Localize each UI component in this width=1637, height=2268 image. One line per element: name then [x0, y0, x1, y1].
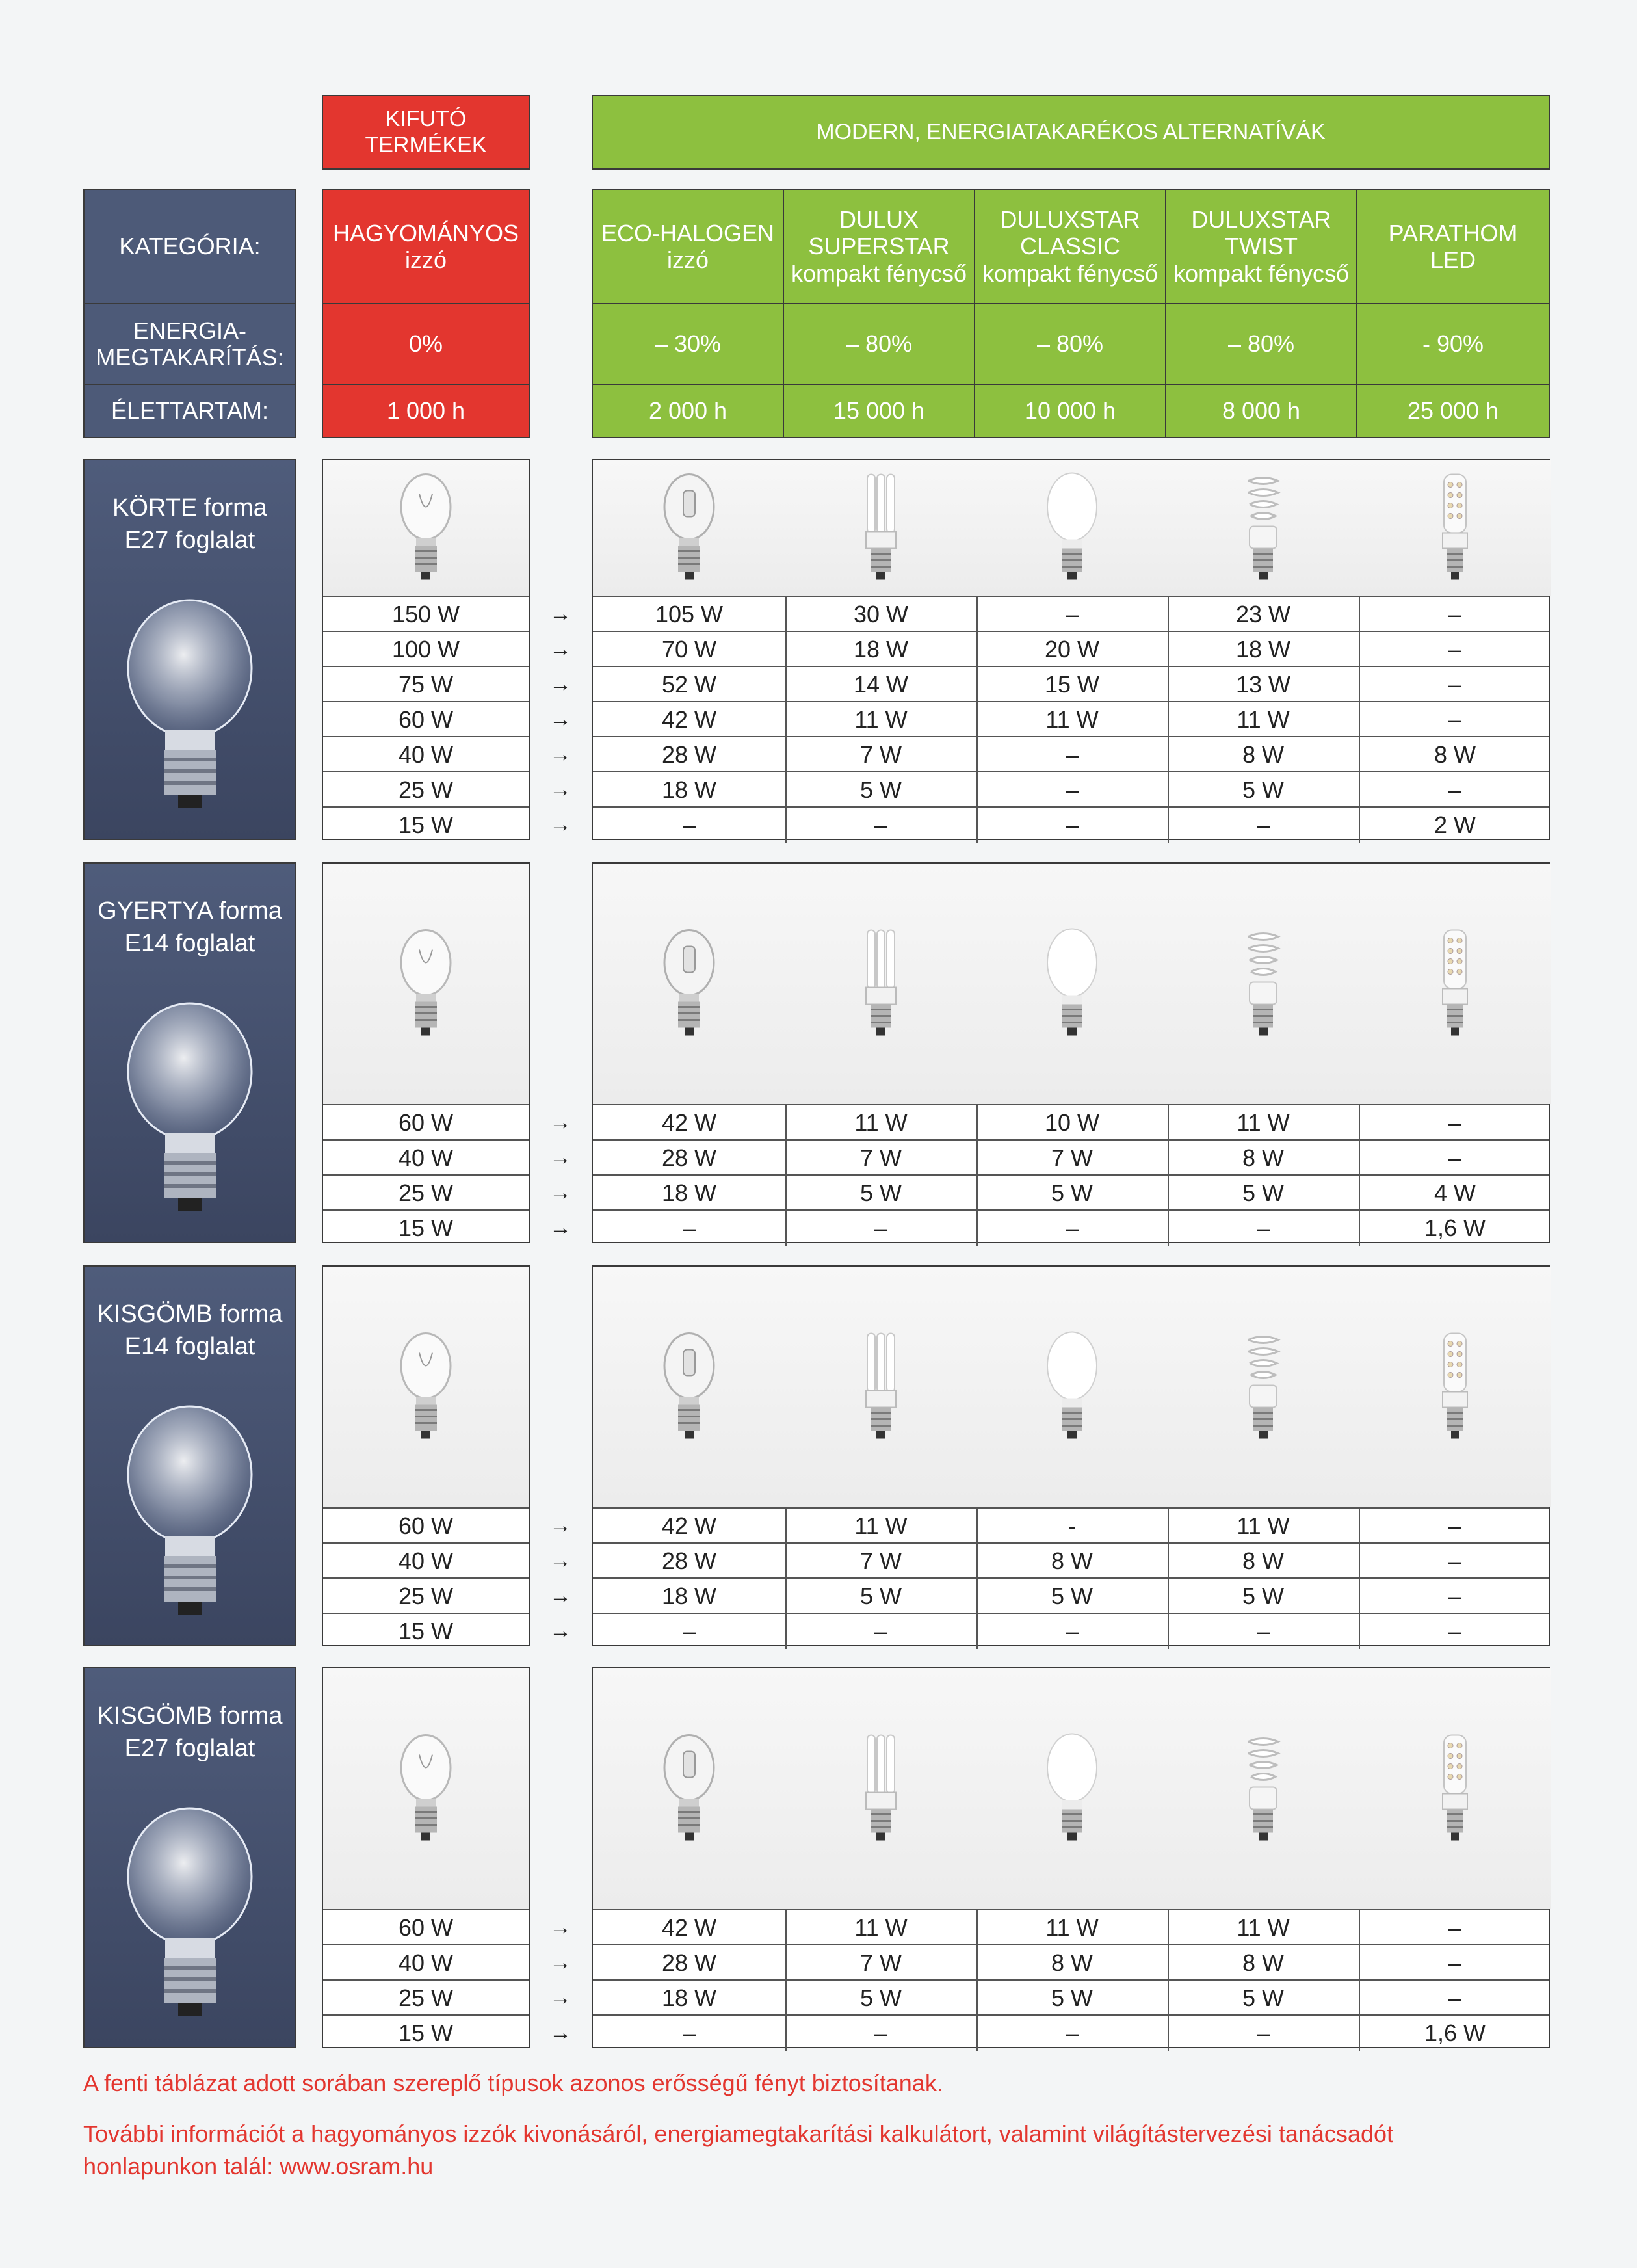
wattage-cell: 18 W — [785, 632, 978, 667]
image-cell-3 — [976, 864, 1169, 1104]
dulux-superstar-bulb-icon — [852, 1327, 910, 1447]
traditional-image-cell — [323, 864, 529, 1104]
category-label: KATEGÓRIA: — [83, 189, 296, 304]
wattage-cell: 1,6 W — [1424, 2020, 1486, 2046]
wattage-cell: 4 W — [1434, 1180, 1476, 1206]
wattage-cell: – — [1448, 706, 1462, 733]
lifetime-duluxstar-twist: 8 000 h — [1166, 384, 1357, 438]
wattage-cell: 5 W — [976, 1981, 1169, 2016]
traditional-bulb-icon — [397, 924, 455, 1044]
wattage-cell: – — [1448, 1144, 1462, 1171]
wattage-cell: – — [1168, 1614, 1360, 1649]
wattage-cell: – — [1448, 1548, 1462, 1574]
wattage-cell: 7 W — [785, 1141, 978, 1176]
table-row — [323, 1909, 529, 1945]
lifetime-eco-halogen: 2 000 h — [592, 384, 784, 438]
wattage-cell: – — [976, 1211, 1169, 1246]
wattage-cell: 8 W — [976, 1945, 1169, 1981]
table-row — [323, 1507, 529, 1544]
wattage-cell: 11 W — [976, 1910, 1169, 1945]
traditional-image-cell — [323, 460, 529, 596]
wattage-cell: 5 W — [785, 772, 978, 808]
arrow-right-icon: → — [549, 1180, 571, 1205]
traditional-wattage: 40 W — [398, 1144, 454, 1171]
wattage-cell: 8 W — [1168, 737, 1360, 772]
lifetime-traditional: 1 000 h — [322, 384, 530, 438]
table-row — [323, 806, 529, 843]
table-row — [593, 631, 1549, 667]
wattage-cell: 7 W — [785, 1544, 978, 1579]
arrow-right-icon: → — [549, 1985, 571, 2010]
wattage-cell: 10 W — [976, 1105, 1169, 1141]
wattage-cell: – — [593, 1211, 787, 1246]
wattage-cell: – — [1168, 808, 1360, 843]
saving-eco-halogen: – 30% — [592, 303, 784, 385]
lifetime-dulux-superstar: 15 000 h — [784, 384, 975, 438]
wattage-cell: 5 W — [1168, 1176, 1360, 1211]
lifetime-parathom-led: 25 000 h — [1357, 384, 1550, 438]
traditional-bulb-icon — [397, 1729, 455, 1849]
wattage-cell: 11 W — [1168, 1910, 1360, 1945]
wattage-cell: – — [785, 1614, 978, 1649]
lifetime-label: ÉLETTARTAM: — [83, 384, 296, 438]
image-cell-1 — [593, 1668, 787, 1909]
traditional-table-0 — [322, 459, 530, 840]
wattage-cell: – — [1448, 1984, 1462, 2011]
section-shape-label: GYERTYA forma E14 foglalat — [98, 897, 282, 957]
table-row — [593, 1209, 1549, 1246]
bulb-photo-icon — [112, 1000, 268, 1221]
parathom-led-bulb-icon — [1426, 1729, 1484, 1849]
table-row — [593, 1542, 1549, 1579]
wattage-cell: 11 W — [1168, 1105, 1360, 1141]
table-row — [593, 806, 1549, 843]
footer-note: A fenti táblázat adott sorában szereplő típusok azonos erősségű fényt biztosítanak. — [83, 2070, 943, 2096]
wattage-cell: 5 W — [1168, 772, 1360, 808]
parathom-led-bulb-icon — [1426, 1327, 1484, 1447]
section-label-0 — [83, 459, 296, 840]
eco-halogen-bulb-icon — [660, 1327, 718, 1447]
image-cell-2 — [785, 864, 978, 1104]
image-cell-2 — [785, 460, 978, 596]
dulux-superstar-bulb-icon — [852, 1729, 910, 1849]
table-row — [593, 1944, 1549, 1981]
arrow-right-icon: → — [549, 1513, 571, 1538]
arrow-right-icon: → — [549, 1215, 571, 1240]
wattage-cell: 7 W — [785, 1945, 978, 1981]
arrow-right-icon: → — [549, 1110, 571, 1135]
image-cell-3 — [976, 460, 1169, 596]
wattage-cell: 23 W — [1168, 597, 1360, 632]
arrow-right-icon: → — [549, 777, 571, 802]
image-cell-2 — [785, 1267, 978, 1507]
wattage-cell: 28 W — [593, 737, 787, 772]
traditional-wattage: 100 W — [391, 636, 460, 663]
wattage-cell: 7 W — [785, 737, 978, 772]
table-row — [593, 771, 1549, 808]
modern-table-3 — [592, 1667, 1550, 2048]
wattage-cell: 15 W — [976, 667, 1169, 702]
modern-table-1 — [592, 862, 1550, 1243]
modern-table-0 — [592, 459, 1550, 840]
dulux-superstar-bulb-icon — [852, 468, 910, 588]
traditional-table-1 — [322, 862, 530, 1243]
wattage-cell: – — [785, 2016, 978, 2051]
duluxstar-classic-bulb-icon — [1043, 1729, 1101, 1849]
table-row — [323, 1139, 529, 1176]
wattage-cell: – — [1168, 1211, 1360, 1246]
table-row — [593, 701, 1549, 737]
wattage-cell: – — [593, 808, 787, 843]
image-cell-1 — [593, 460, 787, 596]
wattage-cell: 8 W — [976, 1544, 1169, 1579]
section-label-3 — [83, 1667, 296, 2048]
wattage-cell: – — [1448, 671, 1462, 698]
duluxstar-classic-bulb-icon — [1043, 468, 1101, 588]
wattage-cell: 18 W — [593, 1579, 787, 1614]
wattage-cell: – — [593, 1614, 787, 1649]
traditional-wattage: 15 W — [398, 811, 454, 838]
wattage-cell: 28 W — [593, 1141, 787, 1176]
duluxstar-classic-bulb-icon — [1043, 924, 1101, 1044]
wattage-cell: 11 W — [785, 702, 978, 737]
traditional-wattage: 25 W — [398, 1583, 454, 1609]
traditional-wattage: 60 W — [398, 1512, 454, 1539]
wattage-cell: 42 W — [593, 1105, 787, 1141]
arrow-right-icon: → — [549, 601, 571, 626]
duluxstar-twist-bulb-icon — [1234, 924, 1292, 1044]
table-row — [593, 1174, 1549, 1211]
wattage-cell: 11 W — [785, 1105, 978, 1141]
wattage-cell: 8 W — [1168, 1141, 1360, 1176]
table-row — [593, 1104, 1549, 1141]
wattage-cell: 20 W — [976, 632, 1169, 667]
wattage-cell: 18 W — [593, 772, 787, 808]
modern-header-text: MODERN, ENERGIATAKARÉKOS ALTERNATÍVÁK — [816, 119, 1326, 144]
category-eco-halogen: ECO-HALOGEN izzó — [592, 189, 784, 304]
wattage-cell: – — [1448, 776, 1462, 803]
category-traditional: HAGYOMÁNYOS izzó — [322, 189, 530, 304]
traditional-wattage: 40 W — [398, 741, 454, 768]
traditional-image-cell — [323, 1668, 529, 1909]
traditional-wattage: 60 W — [398, 1914, 454, 1941]
table-row — [323, 1174, 529, 1211]
bulb-photo-icon — [112, 597, 268, 818]
category-duluxstar-classic: DULUXSTAR CLASSIC kompakt fénycső — [975, 189, 1166, 304]
table-row — [593, 1979, 1549, 2016]
table-row — [323, 701, 529, 737]
traditional-wattage: 40 W — [398, 1548, 454, 1574]
modern-category-grid — [592, 189, 1550, 438]
traditional-wattage: 60 W — [398, 1109, 454, 1136]
eco-halogen-bulb-icon — [660, 468, 718, 588]
wattage-cell: – — [976, 1614, 1169, 1649]
wattage-cell: – — [976, 737, 1169, 772]
energy-saving-label: ENERGIA- MEGTAKARÍTÁS: — [83, 303, 296, 385]
wattage-cell: – — [785, 808, 978, 843]
traditional-wattage: 60 W — [398, 706, 454, 733]
traditional-table-2 — [322, 1265, 530, 1646]
table-row — [323, 631, 529, 667]
wattage-cell: 42 W — [593, 702, 787, 737]
wattage-cell: 5 W — [785, 1176, 978, 1211]
wattage-cell: 8 W — [1168, 1945, 1360, 1981]
lifetime-duluxstar-classic: 10 000 h — [975, 384, 1166, 438]
wattage-cell: 5 W — [1168, 1981, 1360, 2016]
arrow-right-icon: → — [549, 812, 571, 837]
wattage-cell: 42 W — [593, 1509, 787, 1544]
table-row — [323, 1209, 529, 1246]
wattage-cell: 5 W — [785, 1981, 978, 2016]
table-row — [323, 1979, 529, 2016]
saving-dulux-superstar: – 80% — [784, 303, 975, 385]
section-label-2 — [83, 1265, 296, 1646]
wattage-cell: – — [593, 2016, 787, 2051]
traditional-wattage: 25 W — [398, 1180, 454, 1206]
wattage-cell: 11 W — [1168, 1509, 1360, 1544]
traditional-bulb-icon — [397, 1327, 455, 1447]
wattage-cell: 5 W — [1168, 1579, 1360, 1614]
wattage-cell: – — [1448, 601, 1462, 627]
dulux-superstar-bulb-icon — [852, 924, 910, 1044]
wattage-cell: 1,6 W — [1424, 1215, 1486, 1241]
traditional-wattage: 25 W — [398, 776, 454, 803]
arrow-right-icon: → — [549, 672, 571, 696]
wattage-cell: – — [976, 2016, 1169, 2051]
duluxstar-classic-bulb-icon — [1043, 1327, 1101, 1447]
image-cell-5 — [1359, 864, 1551, 1104]
wattage-cell: 5 W — [785, 1579, 978, 1614]
wattage-cell: 28 W — [593, 1945, 787, 1981]
table-row — [593, 1577, 1549, 1614]
table-row — [323, 1944, 529, 1981]
image-cell-4 — [1168, 1668, 1360, 1909]
modern-header — [592, 95, 1550, 170]
image-cell-5 — [1359, 1668, 1551, 1909]
wattage-cell: – — [1448, 1109, 1462, 1136]
duluxstar-twist-bulb-icon — [1234, 1729, 1292, 1849]
wattage-cell: – — [1168, 2016, 1360, 2051]
phaseout-header — [322, 95, 530, 170]
wattage-cell: 11 W — [1168, 702, 1360, 737]
eco-halogen-bulb-icon — [660, 1729, 718, 1849]
section-shape-label: KISGÖMB forma E27 foglalat — [97, 1702, 283, 1762]
table-row — [593, 2014, 1549, 2051]
wattage-cell: 18 W — [1168, 632, 1360, 667]
wattage-cell: 5 W — [976, 1176, 1169, 1211]
category-duluxstar-twist: DULUXSTAR TWIST kompakt fénycső — [1166, 189, 1357, 304]
table-row — [323, 2014, 529, 2051]
traditional-wattage: 40 W — [398, 1949, 454, 1976]
image-cell-3 — [976, 1267, 1169, 1507]
wattage-cell: – — [976, 597, 1169, 632]
wattage-cell: 18 W — [593, 1981, 787, 2016]
saving-duluxstar-twist: – 80% — [1166, 303, 1357, 385]
traditional-wattage: 15 W — [398, 1618, 454, 1644]
footer-info-line1: További információt a hagyományos izzók kivonásáról, energiamegtakarítási kalkulátort, valamint világítástervezési tanácsadót — [83, 2120, 1393, 2147]
wattage-cell: 30 W — [785, 597, 978, 632]
wattage-cell: – — [785, 1211, 978, 1246]
arrow-right-icon: → — [549, 1915, 571, 1940]
section-label-1 — [83, 862, 296, 1243]
arrow-right-icon: → — [549, 1583, 571, 1608]
section-shape-label: KÖRTE forma E27 foglalat — [112, 494, 267, 554]
modern-table-2 — [592, 1265, 1550, 1646]
wattage-cell: 8 W — [1168, 1544, 1360, 1579]
traditional-table-3 — [322, 1667, 530, 2048]
traditional-bulb-icon — [397, 468, 455, 588]
wattage-cell: 13 W — [1168, 667, 1360, 702]
table-row — [593, 1909, 1549, 1945]
wattage-cell: 14 W — [785, 667, 978, 702]
table-row — [593, 596, 1549, 632]
category-dulux-superstar: DULUX SUPERSTAR kompakt fénycső — [784, 189, 975, 304]
footer-info-line2: honlapunkon talál: www.osram.hu — [83, 2153, 434, 2180]
saving-duluxstar-classic: – 80% — [975, 303, 1166, 385]
image-cell-3 — [976, 1668, 1169, 1909]
traditional-wattage: 25 W — [398, 1984, 454, 2011]
table-row — [323, 771, 529, 808]
arrow-right-icon: → — [549, 742, 571, 767]
bulb-photo-icon — [112, 1805, 268, 2026]
wattage-cell: 28 W — [593, 1544, 787, 1579]
wattage-cell: 70 W — [593, 632, 787, 667]
wattage-cell: - — [976, 1509, 1169, 1544]
traditional-wattage: 15 W — [398, 1215, 454, 1241]
table-row — [593, 1507, 1549, 1544]
wattage-cell: 5 W — [976, 1579, 1169, 1614]
wattage-cell: 11 W — [785, 1509, 978, 1544]
arrow-right-icon: → — [549, 1145, 571, 1170]
parathom-led-bulb-icon — [1426, 924, 1484, 1044]
table-row — [323, 1104, 529, 1141]
table-row — [323, 596, 529, 632]
wattage-cell: – — [1448, 636, 1462, 663]
wattage-cell: – — [976, 772, 1169, 808]
saving-traditional: 0% — [322, 303, 530, 385]
wattage-cell: – — [1448, 1512, 1462, 1539]
arrow-right-icon: → — [549, 1548, 571, 1573]
arrow-right-icon: → — [549, 1950, 571, 1975]
traditional-wattage: 15 W — [398, 2020, 454, 2046]
table-row — [593, 736, 1549, 772]
wattage-cell: 18 W — [593, 1176, 787, 1211]
wattage-cell: 11 W — [976, 702, 1169, 737]
image-cell-2 — [785, 1668, 978, 1909]
saving-parathom-led: - 90% — [1357, 303, 1550, 385]
duluxstar-twist-bulb-icon — [1234, 1327, 1292, 1447]
phaseout-header-text: KIFUTÓ TERMÉKEK — [365, 107, 487, 157]
image-cell-1 — [593, 864, 787, 1104]
duluxstar-twist-bulb-icon — [1234, 468, 1292, 588]
table-row — [323, 1613, 529, 1649]
table-row — [593, 1139, 1549, 1176]
section-shape-label: KISGÖMB forma E14 foglalat — [97, 1300, 283, 1360]
wattage-cell: 8 W — [1434, 741, 1476, 768]
image-cell-4 — [1168, 460, 1360, 596]
table-row — [593, 1613, 1549, 1649]
wattage-cell: – — [1448, 1618, 1462, 1644]
wattage-cell: 42 W — [593, 1910, 787, 1945]
traditional-image-cell — [323, 1267, 529, 1507]
table-row — [323, 736, 529, 772]
arrow-right-icon: → — [549, 637, 571, 661]
wattage-cell: 52 W — [593, 667, 787, 702]
category-parathom-led: PARATHOM LED — [1357, 189, 1550, 304]
wattage-cell: – — [976, 808, 1169, 843]
image-cell-4 — [1168, 864, 1360, 1104]
table-row — [593, 666, 1549, 702]
wattage-cell: – — [1448, 1583, 1462, 1609]
image-cell-5 — [1359, 460, 1551, 596]
table-row — [323, 1542, 529, 1579]
bulb-photo-icon — [112, 1403, 268, 1624]
image-cell-1 — [593, 1267, 787, 1507]
arrow-right-icon: → — [549, 2020, 571, 2045]
parathom-led-bulb-icon — [1426, 468, 1484, 588]
arrow-right-icon: → — [549, 1618, 571, 1643]
wattage-cell: 11 W — [785, 1910, 978, 1945]
table-row — [323, 666, 529, 702]
image-cell-5 — [1359, 1267, 1551, 1507]
wattage-cell: 2 W — [1434, 811, 1476, 838]
image-cell-4 — [1168, 1267, 1360, 1507]
wattage-cell: – — [1448, 1914, 1462, 1941]
eco-halogen-bulb-icon — [660, 924, 718, 1044]
wattage-cell: 7 W — [976, 1141, 1169, 1176]
arrow-right-icon: → — [549, 707, 571, 732]
traditional-wattage: 75 W — [398, 671, 454, 698]
traditional-wattage: 150 W — [391, 601, 460, 627]
wattage-cell: – — [1448, 1949, 1462, 1976]
table-row — [323, 1577, 529, 1614]
wattage-cell: 105 W — [593, 597, 787, 632]
